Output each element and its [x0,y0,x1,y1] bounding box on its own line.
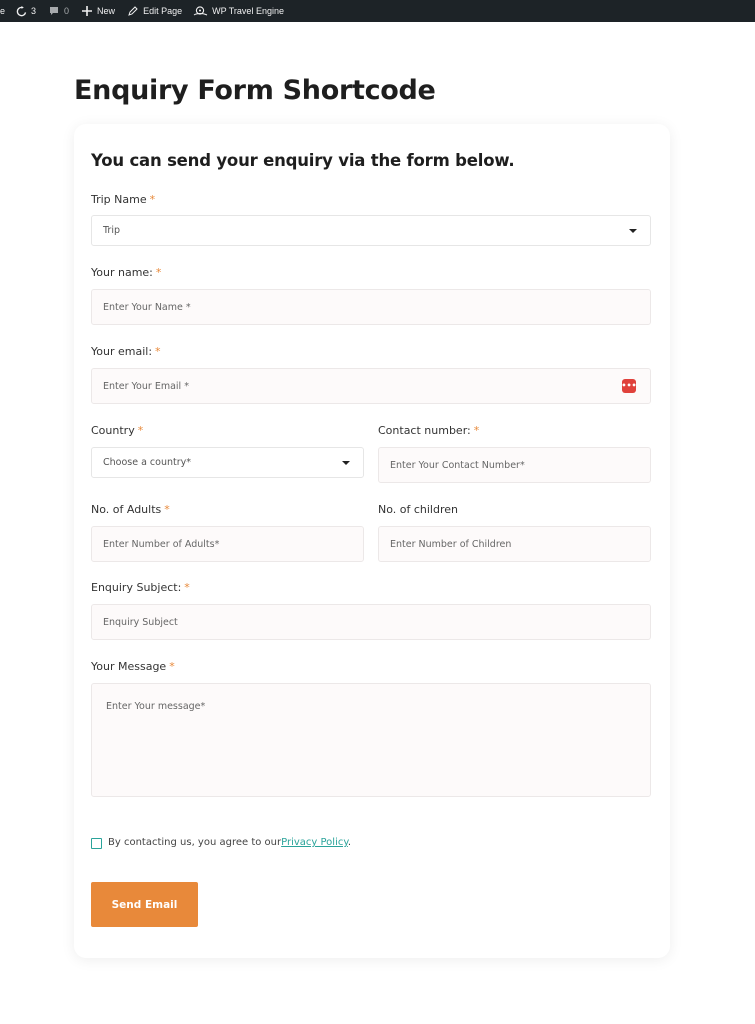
contact-number-label [378,424,479,437]
trip-name-select[interactable] [91,215,651,246]
admin-bar-updates[interactable] [15,0,36,22]
admin-bar-edit-page[interactable] [127,0,182,22]
required-marker: * [155,266,162,279]
your-name-placeholder: Enter Your Name * [103,301,191,313]
your-email-label-text: Your email: [91,345,153,358]
message-label [91,660,175,673]
your-email-label [91,345,161,358]
chevron-down-icon [629,229,637,233]
your-email-placeholder: Enter Your Email * [103,380,189,392]
children-input[interactable] [378,526,651,562]
adults-placeholder: Enter Number of Adults* [103,538,220,550]
enquiry-subject-label [91,581,190,594]
contact-number-input[interactable] [378,447,651,483]
message-placeholder: Enter Your message* [106,701,206,712]
trip-name-label-text: Trip Name [91,193,147,206]
send-email-button[interactable]: Send Email [91,882,198,927]
country-label [91,424,143,437]
updates-count: 3 [31,6,37,16]
admin-bar-site-name[interactable] [0,0,5,22]
children-label [378,503,458,516]
adults-label-text: No. of Adults [91,503,162,516]
country-selected-value: Choose a country* [103,457,192,468]
required-marker: * [137,424,144,437]
admin-bar-wp-travel-engine[interactable] [192,0,284,22]
page-title: Enquiry Form Shortcode [74,75,436,106]
required-marker: * [184,581,190,594]
message-textarea[interactable] [91,683,651,797]
your-email-input[interactable] [91,368,651,404]
form-heading: You can send your enquiry via the form below. [91,151,515,170]
enquiry-subject-input[interactable] [91,604,651,640]
required-marker: * [164,503,170,516]
consent-text: By contacting us, you agree to our [108,837,282,848]
children-label-text: No. of children [378,503,458,516]
message-label-text: Your Message [91,660,167,673]
admin-bar [0,0,755,22]
required-marker: * [473,424,480,437]
wp-travel-engine-label: WP Travel Engine [212,6,284,16]
required-marker: * [155,345,161,358]
chevron-down-icon [342,461,350,465]
updates-icon [15,5,27,17]
adults-label [91,503,170,516]
trip-name-selected-value: Trip [103,225,120,236]
contact-number-placeholder: Enter Your Contact Number* [390,459,525,471]
contact-number-label-text: Contact number: [378,424,471,437]
privacy-consent-checkbox[interactable] [91,838,102,849]
children-placeholder: Enter Number of Children [390,538,512,550]
comment-icon [48,5,60,17]
country-label-text: Country [91,424,135,437]
required-marker: * [169,660,175,673]
country-select[interactable] [91,447,364,478]
pencil-icon [127,5,139,17]
comments-count: 0 [64,6,70,16]
site-name-fragment: e [0,6,6,16]
consent-suffix: . [347,837,352,848]
admin-bar-new[interactable] [81,0,115,22]
your-name-input[interactable] [91,289,651,325]
enquiry-subject-placeholder: Enquiry Subject [103,616,178,628]
required-marker: * [149,193,156,206]
your-name-label-text: Your name: [91,266,153,279]
privacy-policy-link[interactable]: Privacy Policy [281,837,348,848]
your-name-label [91,266,161,279]
enquiry-subject-label-text: Enquiry Subject: [91,581,182,594]
adults-input[interactable] [91,526,364,562]
privacy-consent-text [108,837,351,848]
admin-bar-comments[interactable] [48,0,69,22]
password-manager-icon[interactable]: ••• [622,379,636,393]
trip-name-label [91,193,155,206]
new-label: New [97,6,116,16]
wp-travel-engine-icon [192,5,208,17]
plus-icon [81,5,93,17]
edit-page-label: Edit Page [143,6,183,16]
